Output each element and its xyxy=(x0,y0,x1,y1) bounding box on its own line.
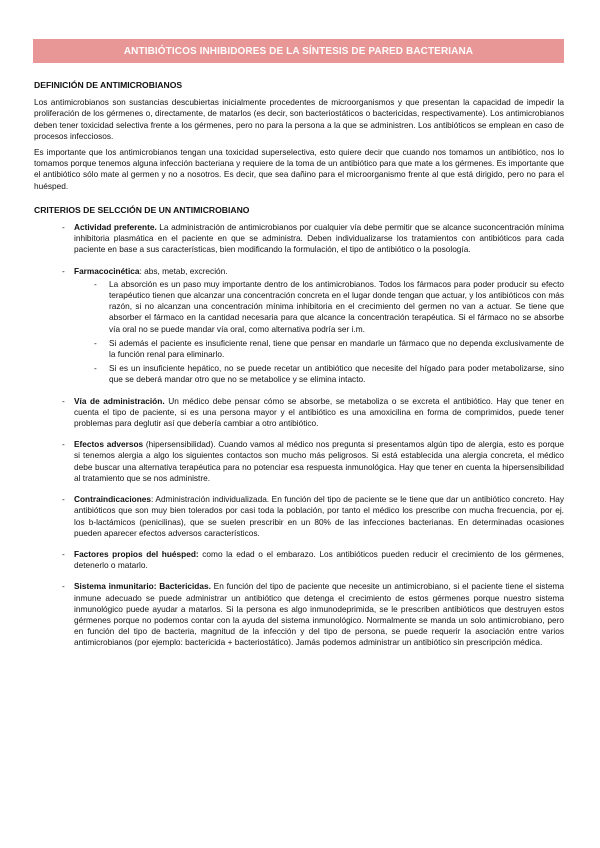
document-title: ANTIBIÓTICOS INHIBIDORES DE LA SÍNTESIS DE PARED BACTERIANA xyxy=(123,45,474,57)
definition-paragraph-1: Los antimicrobianos son sustancias descubiertas inicialmente procedentes de microorganismos y que presentan la capacidad de impedir la proliferación de los gérmenes o, directamente, de matarlos (es decir, son bacteriostáticos o bactericidas, respectivamente). Los antimicrobianos deben tener toxicidad selectiva frente a los gérmenes, pero no para la persona a la que se administren. Los antibióticos se emplean en caso de procesos infecciosos. xyxy=(34,97,564,141)
list-item xyxy=(34,439,564,484)
criteria-list xyxy=(34,222,564,649)
list-item xyxy=(34,581,564,648)
item-text: La administración de antimicrobianos por cualquier vía debe permitir que se alcance suconcentración mínima inhibitoria plasmática en el paciente en que se administra. Deben individualizarse los tratamientos con antibióticos para cada paciente en base a sus características, bien modificando la formulación, el tipo de antibiótico o la posología. xyxy=(74,222,564,255)
item-term: Vía de administración. xyxy=(74,395,165,406)
item-text: En función del tipo de paciente que necesite un antimicrobiano, si el paciente tiene el sistema inmune adecuado se puede administrar un antibiótico que detenga el crecimiento de estos gérmenes porque nuestro sistema inmunológico puede ayudar a matarlos. Si la persona es algo inmunodeprimida, se le prescriben antibióticos que destruyen estos gérmenes porque no podemos contar con la ayuda del sistema inmunológico. Normalmente se manda un solo antimicrobiano, pero en función del tipo de bacteria, magnitud de la infección y del tipo de persona, se puede requerir la asociación entre varios antimicrobianos (por ejemplo: bactericida + bacteriostático). Jamás podemos administrar un antibiótico sin prescripción médica. xyxy=(74,581,564,648)
item-term: Actividad preferente. xyxy=(74,222,157,233)
definition-paragraph-2: Es importante que los antimicrobianos tengan una toxicidad superselectiva, esto quiere decir que cuando nos tomamos un antibiótico, nos lo tomamos porque tenemos alguna infección bacteriana y requiere de la toma de un antibiótico para que mate a los gérmenes. Es importante que el antibiótico sólo mate al germen y no a nosotros. Es decir, que sea dañino para el microorganismo frente al que está dirigido, pero no para el huésped. xyxy=(34,147,564,191)
sub-list-item: - Si es un insuficiente hepático, no se puede recetar un antibiótico que necesite del hígado para poder metabolizarse, sino que se deberá mandar otro que no se metabolice y se elimina intacto. xyxy=(74,363,564,385)
item-term: Sistema inmunitario: Bactericidas. xyxy=(74,581,211,592)
item-term: Efectos adversos xyxy=(74,439,144,450)
list-item xyxy=(34,549,564,571)
item-text: Un médico debe pensar cómo se absorbe, se metaboliza o se excreta el antibiótico. Hay que tener en cuenta el tipo de paciente, si es una persona mayor y el antibiótico es una amoxicilina en forma de comprimidos, puede tener problemas para deglutir así que debería cambiar a otro antibiótico. xyxy=(74,395,564,429)
title-banner xyxy=(33,39,564,63)
item-text: (hipersensibilidad). Cuando vamos al médico nos pregunta si presentamos algún tipo de alergia, esto es porque si tenemos alergia a algo los siguientes contactos son mucho más peligrosos. Si está establecida una alergia concreta, el médico debe buscar una alternativa terapéutica para no potenciar esa respuesta inmunológica. Hay que tener en cuenta la hipersensibilidad al tratamiento que se nos administre. xyxy=(74,439,564,483)
item-text: como la edad o el embarazo. Los antibióticos pueden reducir el crecimiento de los gérmenes, detenerlo o matarlo. xyxy=(74,548,564,571)
item-text: : abs, metab, excreción. xyxy=(139,265,228,276)
document-body xyxy=(34,80,564,659)
list-item xyxy=(34,396,564,430)
definition-heading: DEFINICIÓN DE ANTIMICROBIANOS xyxy=(34,80,183,90)
criteria-heading: CRITERIOS DE SELCCIÓN DE UN ANTIMICROBIANO xyxy=(34,204,250,215)
pharmacokinetics-sublist xyxy=(74,279,564,386)
list-item xyxy=(34,266,564,386)
list-item xyxy=(34,222,564,256)
item-text: : Administración individualizada. En función del tipo de paciente se le tiene que dar un antibiótico concreto. Hay antibióticos que son muy bien tolerados por casi toda la población, por tanto el médico los prescribe con mucha frecuencia, por ej. los b-lactámicos (penicilinas), que se suelen prescribir en un 80% de las infecciones bacterianas. En determinadas ocasiones pueden aparecer efectos adversos característicos. xyxy=(74,494,564,538)
item-term: Factores propios del huésped: xyxy=(74,548,199,559)
list-item xyxy=(34,494,564,539)
sub-list-item: - La absorción es un paso muy importante dentro de los antimicrobianos. Todos los fármacos para poder producir su efecto terapéutico tienen que alcanzar una concentración concreta en el lugar donde tengan que actuar, y los antibióticos con más razón, si no alcanzan una concentración mínima inhibitoria en el crecimiento del germen no van a actuar. Se tiene que absorber el fármaco en la cantidad necesaria para que alcance la concentración terapéutica. Si el fármaco no se absorbe vía oral no se puede mandar vía oral, como alternativa podría ser i.m. xyxy=(74,279,564,335)
item-term: Farmacocinética xyxy=(74,265,140,276)
sub-list-item: - Si además el paciente es insuficiente renal, tiene que pensar en mandarle un fármaco que no dependa exclusivamente de la función renal para eliminarlo. xyxy=(74,338,564,360)
item-term: Contraindicaciones xyxy=(74,494,151,505)
